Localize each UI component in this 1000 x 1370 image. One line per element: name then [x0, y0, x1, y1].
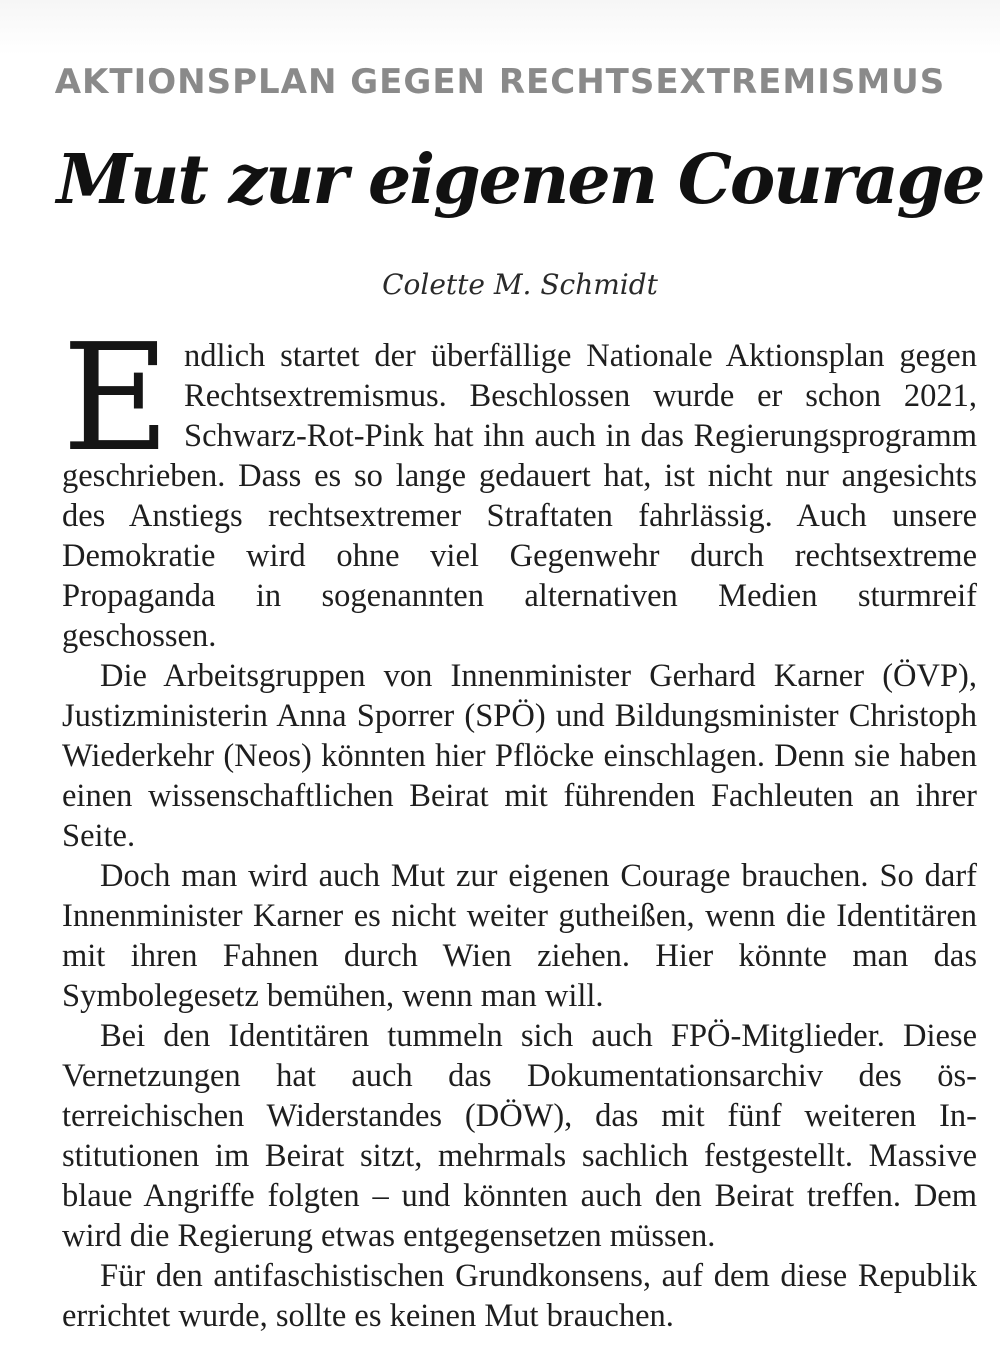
article-paragraph-1: [62, 312, 977, 656]
article-body: [62, 312, 977, 1336]
article-paragraph-2: Die Arbeitsgruppen von Innenminister Gerhard Karner (ÖVP), Justizministerin Anna Sporrer (SPÖ) und Bildungsminister Christoph Wiederkehr (Neos) könnten hier Pflöcke einschlagen. Denn sie haben einen wissenschaftlichen Beirat mit führenden Fachleuten an ihrer Seite.: [62, 658, 977, 854]
article-paragraph-4: Bei den Identitären tummeln sich auch FPÖ-Mitglieder. Diese Vernetzungen hat auch das Dokumentationsarchiv des österreichischen Widerstandes (DÖW), das mit fünf weiteren Institutionen im Beirat sitzt, mehrmals sachlich festgestellt. Massive blaue Angriffe folgten – und könnten auch den Beirat treffen. Dem wird die Regierung etwas entgegensetzen müssen.: [62, 1018, 977, 1254]
top-edge-shadow: [0, 0, 1000, 55]
drop-cap: E: [62, 312, 171, 484]
article-paragraph-3: Doch man wird auch Mut zur eigenen Courage brauchen. So darf Innenminister Karner es nicht weiter gutheißen, wenn die Identitären mit ihren Fahnen durch Wien ziehen. Hier könnte man das Symbolegesetz bemühen, wenn man will.: [62, 858, 977, 1014]
article-paragraph-5: Für den antifaschistischen Grundkonsens, auf dem diese Republik errichtet wurde, sollte es keinen Mut brauchen.: [62, 1258, 977, 1334]
article-kicker: AKTIONSPLAN GEGEN RECHTSEXTREMISMUS: [54, 62, 946, 102]
article-paragraph-1-text: ndlich startet der überfällige Nationale Aktionsplan gegen Rechtsextremismus. Beschlossen wurde er schon 2021, Schwarz-Rot-Pink hat ihn auch in das Regierungsprogramm geschrieben. Dass es so lange gedauert hat, ist nicht nur angesichts des Anstiegs rechtsextremer Straftaten fahrlässig. Auch unsere Demokratie wird ohne viel Gegenwehr durch rechtsextreme Propaganda in sogenannten alternativen Medien sturmreif geschossen.: [62, 338, 977, 654]
article-author: Colette M. Schmidt: [382, 268, 658, 301]
article-headline: Mut zur eigenen Courage: [56, 140, 984, 220]
